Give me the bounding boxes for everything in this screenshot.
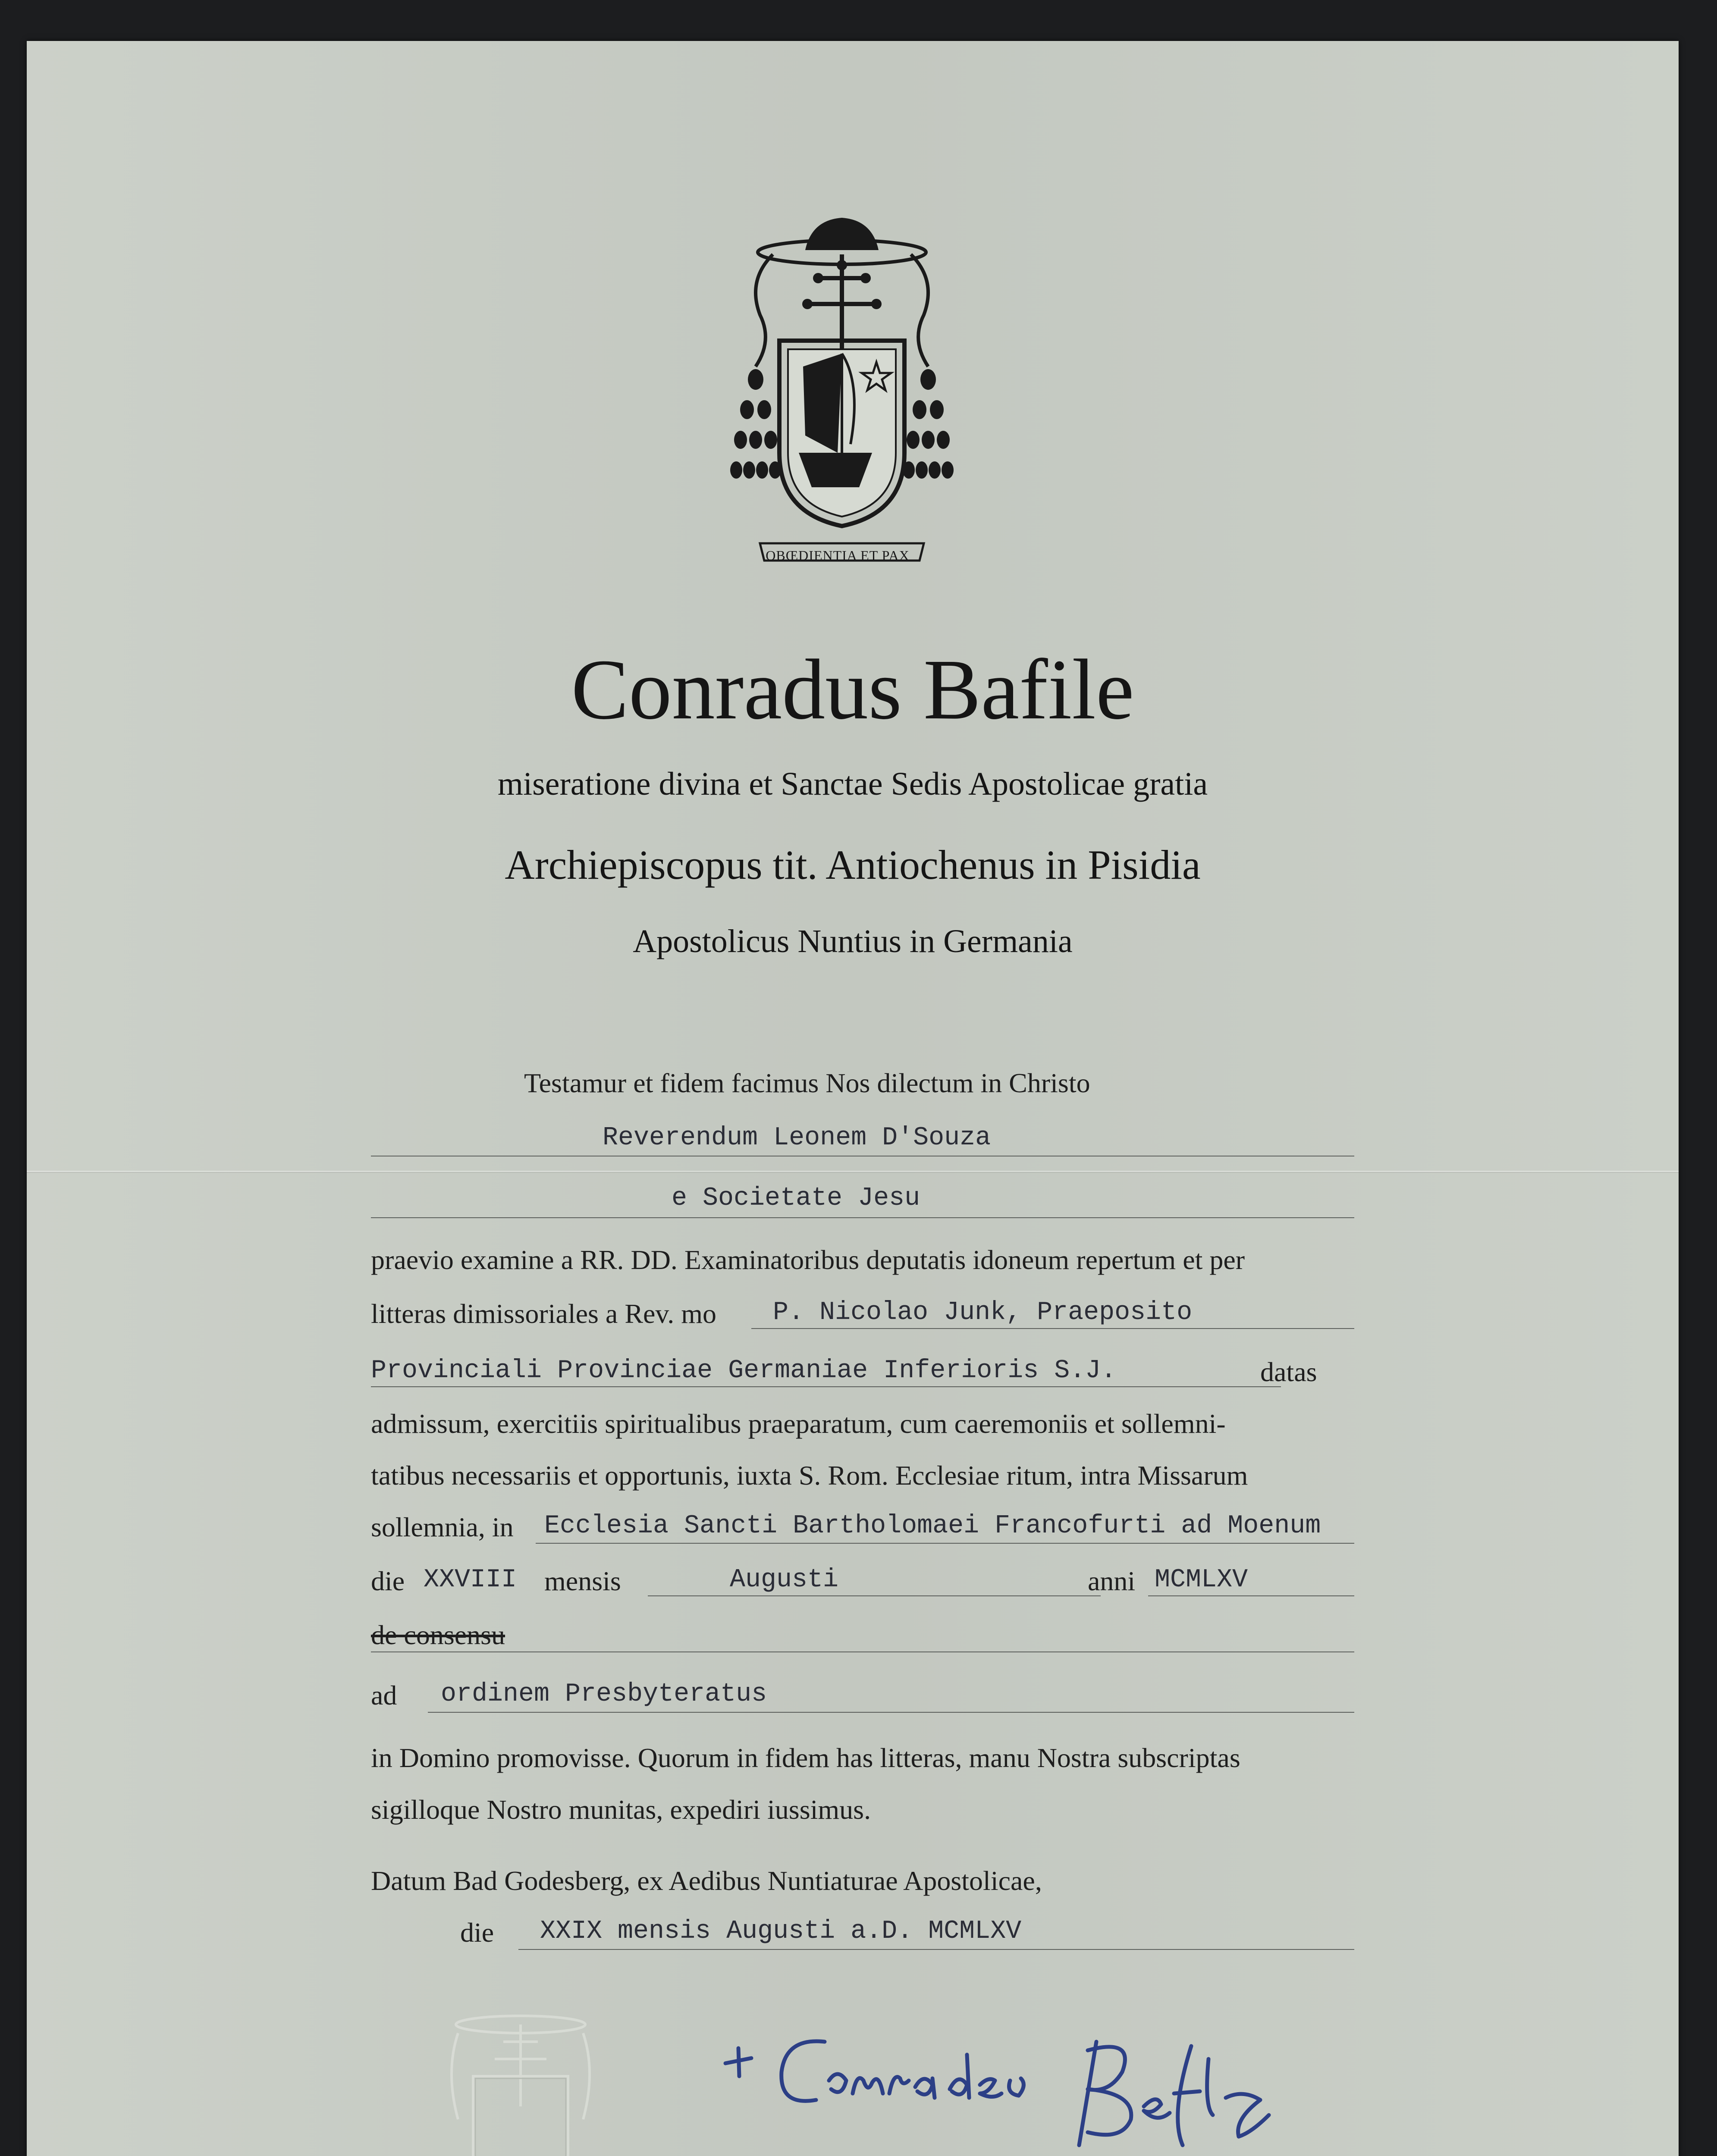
die2-label: die xyxy=(460,1917,494,1948)
order-field: e Societate Jesu xyxy=(672,1184,920,1213)
issued-date-rule xyxy=(518,1949,1354,1950)
consensu-rule xyxy=(371,1651,1354,1652)
month-field: Augusti xyxy=(730,1565,839,1595)
paper-fold-shadow xyxy=(27,1172,1679,1173)
datum-text: Datum Bad Godesberg, ex Aedibus Nuntiaturae Apostolicae, xyxy=(371,1865,1042,1896)
ordo-rule xyxy=(428,1712,1354,1713)
mensis-label: mensis xyxy=(544,1566,621,1596)
crest-motto: OBŒDIENTIA ET PAX xyxy=(766,548,910,563)
die-label: die xyxy=(371,1566,405,1596)
issuer-subtitle-3: Apostolicus Nuntius in Germania xyxy=(633,923,1073,959)
signature xyxy=(708,2007,1308,2156)
intro-text: Testamur et fidem facimus Nos dilectum in Christo xyxy=(524,1068,1090,1098)
year-rule xyxy=(1148,1595,1354,1596)
issuer-subtitle-2: Archiepiscopus tit. Antiochenus in Pisidia xyxy=(505,842,1201,888)
body-line-1: praevio examine a RR. DD. Examinatoribus deputatis idoneum repertum et per xyxy=(371,1244,1245,1275)
dimissorial-field-1: P. Nicolao Junk, Praeposito xyxy=(773,1298,1193,1327)
year-field: MCMLXV xyxy=(1155,1565,1248,1595)
embossed-seal xyxy=(441,2007,600,2156)
coat-of-arms-icon xyxy=(730,211,954,569)
dimissorial-field-2: Provinciali Provinciae Germaniae Inferioris S.J. xyxy=(371,1356,1117,1385)
handwritten-signature-icon xyxy=(708,2007,1308,2156)
ordo-field: ordinem Presbyteratus xyxy=(441,1680,767,1709)
issued-date-field: XXIX mensis Augusti a.D. MCMLXV xyxy=(540,1917,1022,1946)
body-line-4: tatibus necessariis et opportunis, iuxta S. Rom. Ecclesiae ritum, intra Missarum xyxy=(371,1460,1248,1491)
anni-label: anni xyxy=(1088,1566,1136,1596)
body-line-5-prefix: sollemnia, in xyxy=(371,1512,514,1542)
order-rule xyxy=(371,1217,1354,1218)
place-field: Ecclesia Sancti Bartholomaei Francofurti ad Moenum xyxy=(544,1511,1321,1541)
place-rule xyxy=(536,1543,1354,1544)
body-line-3: admissum, exercitiis spiritualibus praeparatum, cum caeremoniis et sollemni- xyxy=(371,1408,1226,1439)
issuer-subtitle-1: miseratione divina et Sanctae Sedis Apostolicae gratia xyxy=(497,766,1208,802)
certificate-page xyxy=(27,41,1679,2156)
issuer-name: Conradus Bafile xyxy=(571,642,1134,737)
recipient-field: Reverendum Leonem D'Souza xyxy=(603,1123,991,1153)
body-line-2-prefix: litteras dimissoriales a Rev. mo xyxy=(371,1298,717,1329)
body-line-6: in Domino promovisse. Quorum in fidem has litteras, manu Nostra subscriptas xyxy=(371,1742,1240,1773)
month-rule xyxy=(648,1595,1101,1596)
day-field: XXVIII xyxy=(424,1565,517,1595)
datas-text: datas xyxy=(1260,1357,1317,1387)
consensu-struck-text: de consensu xyxy=(371,1620,505,1650)
dimissorial-rule-1 xyxy=(751,1328,1354,1329)
ad-label: ad xyxy=(371,1680,397,1711)
embossed-seal-icon xyxy=(441,2007,600,2156)
dimissorial-rule-2 xyxy=(371,1386,1281,1387)
coat-of-arms xyxy=(730,211,954,569)
body-line-7: sigilloque Nostro munitas, expediri iussimus. xyxy=(371,1794,871,1825)
